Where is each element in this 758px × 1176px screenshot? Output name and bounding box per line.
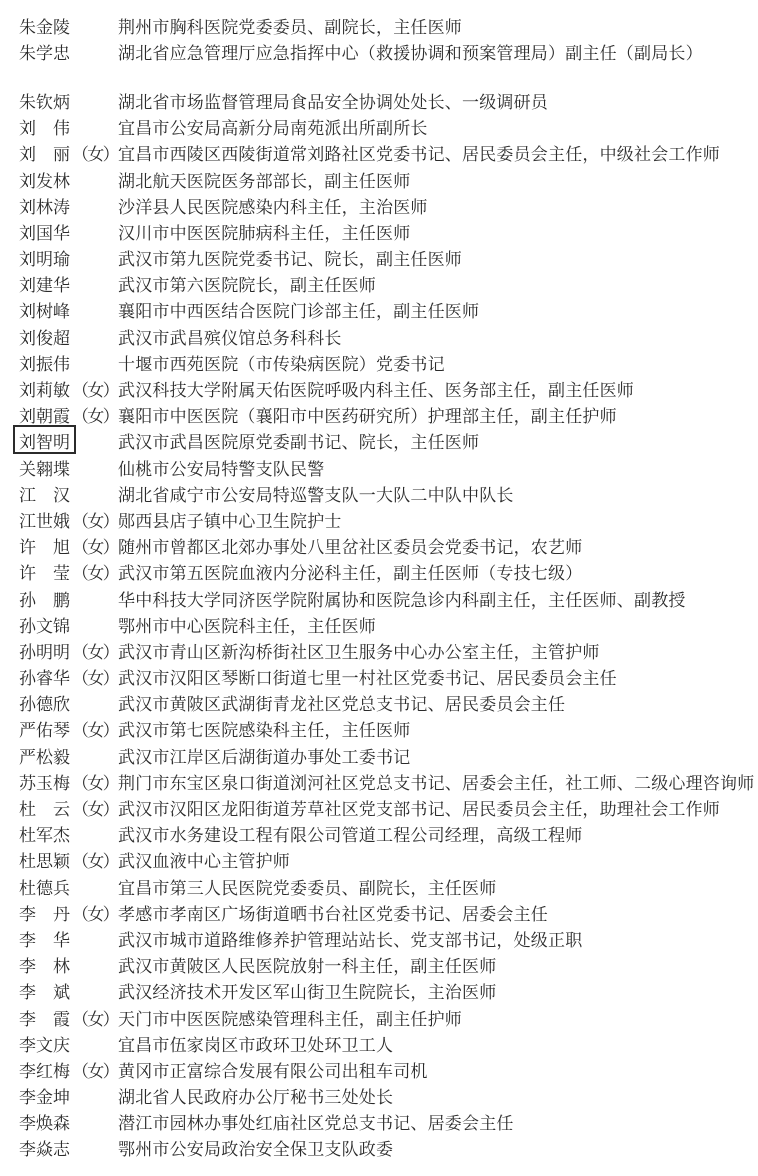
gender-label: （女） — [72, 381, 118, 401]
list-item — [19, 690, 758, 716]
person-name: 孙文锦 — [19, 616, 70, 636]
person-title: 十堰市西苑医院（市传染病医院）党委书记 — [118, 354, 445, 374]
list-item — [19, 533, 758, 559]
person-title: 湖北省市场监督管理局食品安全协调处处长、一级调研员 — [118, 92, 548, 112]
person-title: 孝感市孝南区广场街道晒书台社区党委书记、居委会主任 — [118, 904, 548, 924]
list-item — [19, 506, 758, 532]
person-name: 李文庆 — [19, 1035, 70, 1055]
person-name: 李 丹 — [19, 904, 70, 924]
person-title: 天门市中医医院感染管理科主任，副主任护师 — [118, 1009, 462, 1029]
list-item — [19, 87, 758, 113]
list-item — [19, 847, 758, 873]
gender-label: （女） — [72, 773, 118, 793]
person-name: 刘莉敏 — [19, 381, 70, 401]
list-item — [19, 1030, 758, 1056]
person-name: 李焱志 — [19, 1140, 70, 1160]
list-item — [19, 1109, 758, 1135]
list-item — [19, 925, 758, 951]
list-item — [19, 1056, 758, 1082]
person-name: 严松毅 — [19, 747, 70, 767]
person-name: 杜军杰 — [19, 826, 70, 846]
person-name: 刘发林 — [19, 171, 70, 191]
person-title: 武汉市武昌医院原党委副书记、院长，主任医师 — [118, 433, 480, 453]
person-title: 仙桃市公安局特警支队民警 — [118, 459, 325, 479]
person-title: 武汉市第九医院党委书记、院长，副主任医师 — [118, 250, 462, 270]
list-item — [19, 1083, 758, 1109]
person-title: 汉川市中医医院肺病科主任，主任医师 — [118, 223, 411, 243]
list-item — [19, 218, 758, 244]
gender-label: （女） — [72, 145, 118, 165]
list-item — [19, 375, 758, 401]
person-title: 襄阳市中西医结合医院门诊部主任，副主任医师 — [118, 302, 480, 322]
person-title: 武汉市汉阳区龙阳街道芳草社区党支部书记、居民委员会主任，助理社会工作师 — [118, 800, 720, 820]
person-name: 江 汉 — [19, 485, 70, 505]
person-name: 江世娥 — [19, 511, 70, 531]
person-name: 苏玉梅 — [19, 773, 70, 793]
person-title: 沙洋县人民医院感染内科主任，主治医师 — [118, 197, 428, 217]
person-title: 鄂州市公安局政治安全保卫支队政委 — [118, 1140, 394, 1160]
person-name: 李金坤 — [19, 1088, 70, 1108]
person-title: 宜昌市伍家岗区市政环卫处环卫工人 — [118, 1035, 394, 1055]
list-item — [19, 637, 758, 663]
person-title: 湖北省人民政府办公厅秘书三处处长 — [118, 1088, 394, 1108]
person-title: 华中科技大学同济医学院附属协和医院急诊内科副主任，主任医师、副教授 — [118, 590, 686, 610]
person-name: 朱钦炳 — [19, 92, 70, 112]
person-title: 黄冈市正富综合发展有限公司出租车司机 — [118, 1061, 428, 1081]
person-title: 鄂州市中心医院科主任，主任医师 — [118, 616, 376, 636]
person-name: 孙 鹏 — [19, 590, 70, 610]
list-item — [19, 794, 758, 820]
list-item — [19, 12, 758, 38]
person-title: 武汉市城市道路维修养护管理站站长、党支部书记，处级正职 — [118, 930, 583, 950]
person-name: 刘树峰 — [19, 302, 70, 322]
list-item — [19, 140, 758, 166]
list-item — [19, 611, 758, 637]
person-name: 刘智明 — [19, 428, 72, 453]
person-title: 武汉经济技术开发区军山街卫生院院长，主治医师 — [118, 983, 497, 1003]
list-item — [19, 166, 758, 192]
list-item — [19, 559, 758, 585]
person-title: 荆州市胸科医院党委委员、副院长，主任医师 — [118, 17, 462, 37]
person-title: 荆门市东宝区泉口街道浏河社区党总支书记、居委会主任，社工师、二级心理咨询师 — [118, 773, 755, 793]
person-title: 潜江市园林办事处红庙社区党总支书记、居委会主任 — [118, 1114, 514, 1134]
gender-label: （女） — [72, 538, 118, 558]
person-title: 武汉市第六医院院长，副主任医师 — [118, 276, 376, 296]
gender-label: （女） — [72, 852, 118, 872]
person-name: 朱金陵 — [19, 17, 70, 37]
person-name: 刘国华 — [19, 223, 70, 243]
person-title: 武汉市江岸区后湖街道办事处工委书记 — [118, 747, 411, 767]
list-item — [19, 349, 758, 375]
person-name: 刘建华 — [19, 276, 70, 296]
person-title: 武汉市水务建设工程有限公司管道工程公司经理，高级工程师 — [118, 826, 583, 846]
list-item — [19, 402, 758, 428]
person-title: 襄阳市中医医院（襄阳市中医药研究所）护理部主任，副主任护师 — [118, 407, 617, 427]
person-title: 武汉市武昌殡仪馆总务科科长 — [118, 328, 342, 348]
list-item — [19, 768, 758, 794]
person-name: 刘林涛 — [19, 197, 70, 217]
person-title: 武汉市汉阳区琴断口街道七里一村社区党委书记、居民委员会主任 — [118, 669, 617, 689]
person-name: 刘 丽 — [19, 145, 70, 165]
gender-label: （女） — [72, 564, 118, 584]
list-item — [19, 192, 758, 218]
gender-label: （女） — [72, 721, 118, 741]
person-name: 刘 伟 — [19, 119, 70, 139]
person-name: 李 林 — [19, 957, 70, 977]
gender-label: （女） — [72, 642, 118, 662]
list-item — [19, 952, 758, 978]
person-title: 武汉市黄陂区武湖街青龙社区党总支书记、居民委员会主任 — [118, 695, 566, 715]
person-name: 孙睿华 — [19, 669, 70, 689]
list-item — [19, 114, 758, 140]
list-item — [19, 297, 758, 323]
gender-label: （女） — [72, 800, 118, 820]
list-item — [19, 873, 758, 899]
person-name: 杜 云 — [19, 800, 70, 820]
person-title: 宜昌市第三人民医院党委委员、副院长，主任医师 — [118, 878, 497, 898]
list-item — [19, 454, 758, 480]
list-item — [19, 899, 758, 925]
person-title: 武汉市第五医院血液内分泌科主任，副主任医师（专技七级） — [118, 564, 583, 584]
list-item — [19, 821, 758, 847]
list-item — [19, 742, 758, 768]
person-title: 武汉科技大学附属天佑医院呼吸内科主任、医务部主任，副主任医师 — [118, 381, 634, 401]
person-title: 郧西县店子镇中心卫生院护士 — [118, 511, 342, 531]
gender-label: （女） — [72, 1061, 118, 1081]
person-name: 刘朝霞 — [19, 407, 70, 427]
gender-label: （女） — [72, 669, 118, 689]
person-title: 随州市曾都区北郊办事处八里岔社区委员会党委书记，农艺师 — [118, 538, 583, 558]
list-item — [19, 716, 758, 742]
person-title: 湖北省应急管理厅应急指挥中心（救援协调和预案管理局）副主任（副局长） — [118, 43, 703, 63]
person-name: 孙明明 — [19, 642, 70, 662]
gender-label: （女） — [72, 904, 118, 924]
list-item — [19, 978, 758, 1004]
person-name: 严佑琴 — [19, 721, 70, 741]
person-title: 湖北航天医院医务部部长，副主任医师 — [118, 171, 411, 191]
gender-label: （女） — [72, 407, 118, 427]
gender-label: （女） — [72, 511, 118, 531]
list-item — [19, 38, 758, 64]
person-name: 刘明瑜 — [19, 250, 70, 270]
person-name: 孙德欣 — [19, 695, 70, 715]
list-item — [19, 271, 758, 297]
list-item — [19, 323, 758, 349]
list-item — [19, 664, 758, 690]
person-name: 许 旭 — [19, 538, 70, 558]
person-name: 李焕森 — [19, 1114, 70, 1134]
person-name: 刘俊超 — [19, 328, 70, 348]
person-title: 湖北省咸宁市公安局特巡警支队一大队二中队中队长 — [118, 485, 514, 505]
person-title: 武汉市第七医院感染科主任，主任医师 — [118, 721, 411, 741]
list-item — [19, 480, 758, 506]
gender-label: （女） — [72, 1009, 118, 1029]
person-title: 宜昌市公安局高新分局南苑派出所副所长 — [118, 119, 428, 139]
person-title: 武汉血液中心主管护师 — [118, 852, 290, 872]
person-name: 杜德兵 — [19, 878, 70, 898]
person-name: 关翱堞 — [19, 459, 70, 479]
person-name: 刘振伟 — [19, 354, 70, 374]
list-item — [19, 1135, 758, 1161]
person-name: 杜思颖 — [19, 852, 70, 872]
person-name: 李 斌 — [19, 983, 70, 1003]
list-item — [19, 585, 758, 611]
list-item — [19, 428, 758, 454]
person-name: 许 莹 — [19, 564, 70, 584]
person-title: 宜昌市西陵区西陵街道常刘路社区党委书记、居民委员会主任，中级社会工作师 — [118, 145, 720, 165]
person-name: 朱学忠 — [19, 43, 70, 63]
list-item — [19, 245, 758, 271]
person-name: 李 华 — [19, 930, 70, 950]
person-title: 武汉市青山区新沟桥街社区卫生服务中心办公室主任，主管护师 — [118, 642, 600, 662]
person-name: 李 霞 — [19, 1009, 70, 1029]
list-item — [19, 1004, 758, 1030]
person-title: 武汉市黄陂区人民医院放射一科主任，副主任医师 — [118, 957, 497, 977]
person-name: 李红梅 — [19, 1061, 70, 1081]
